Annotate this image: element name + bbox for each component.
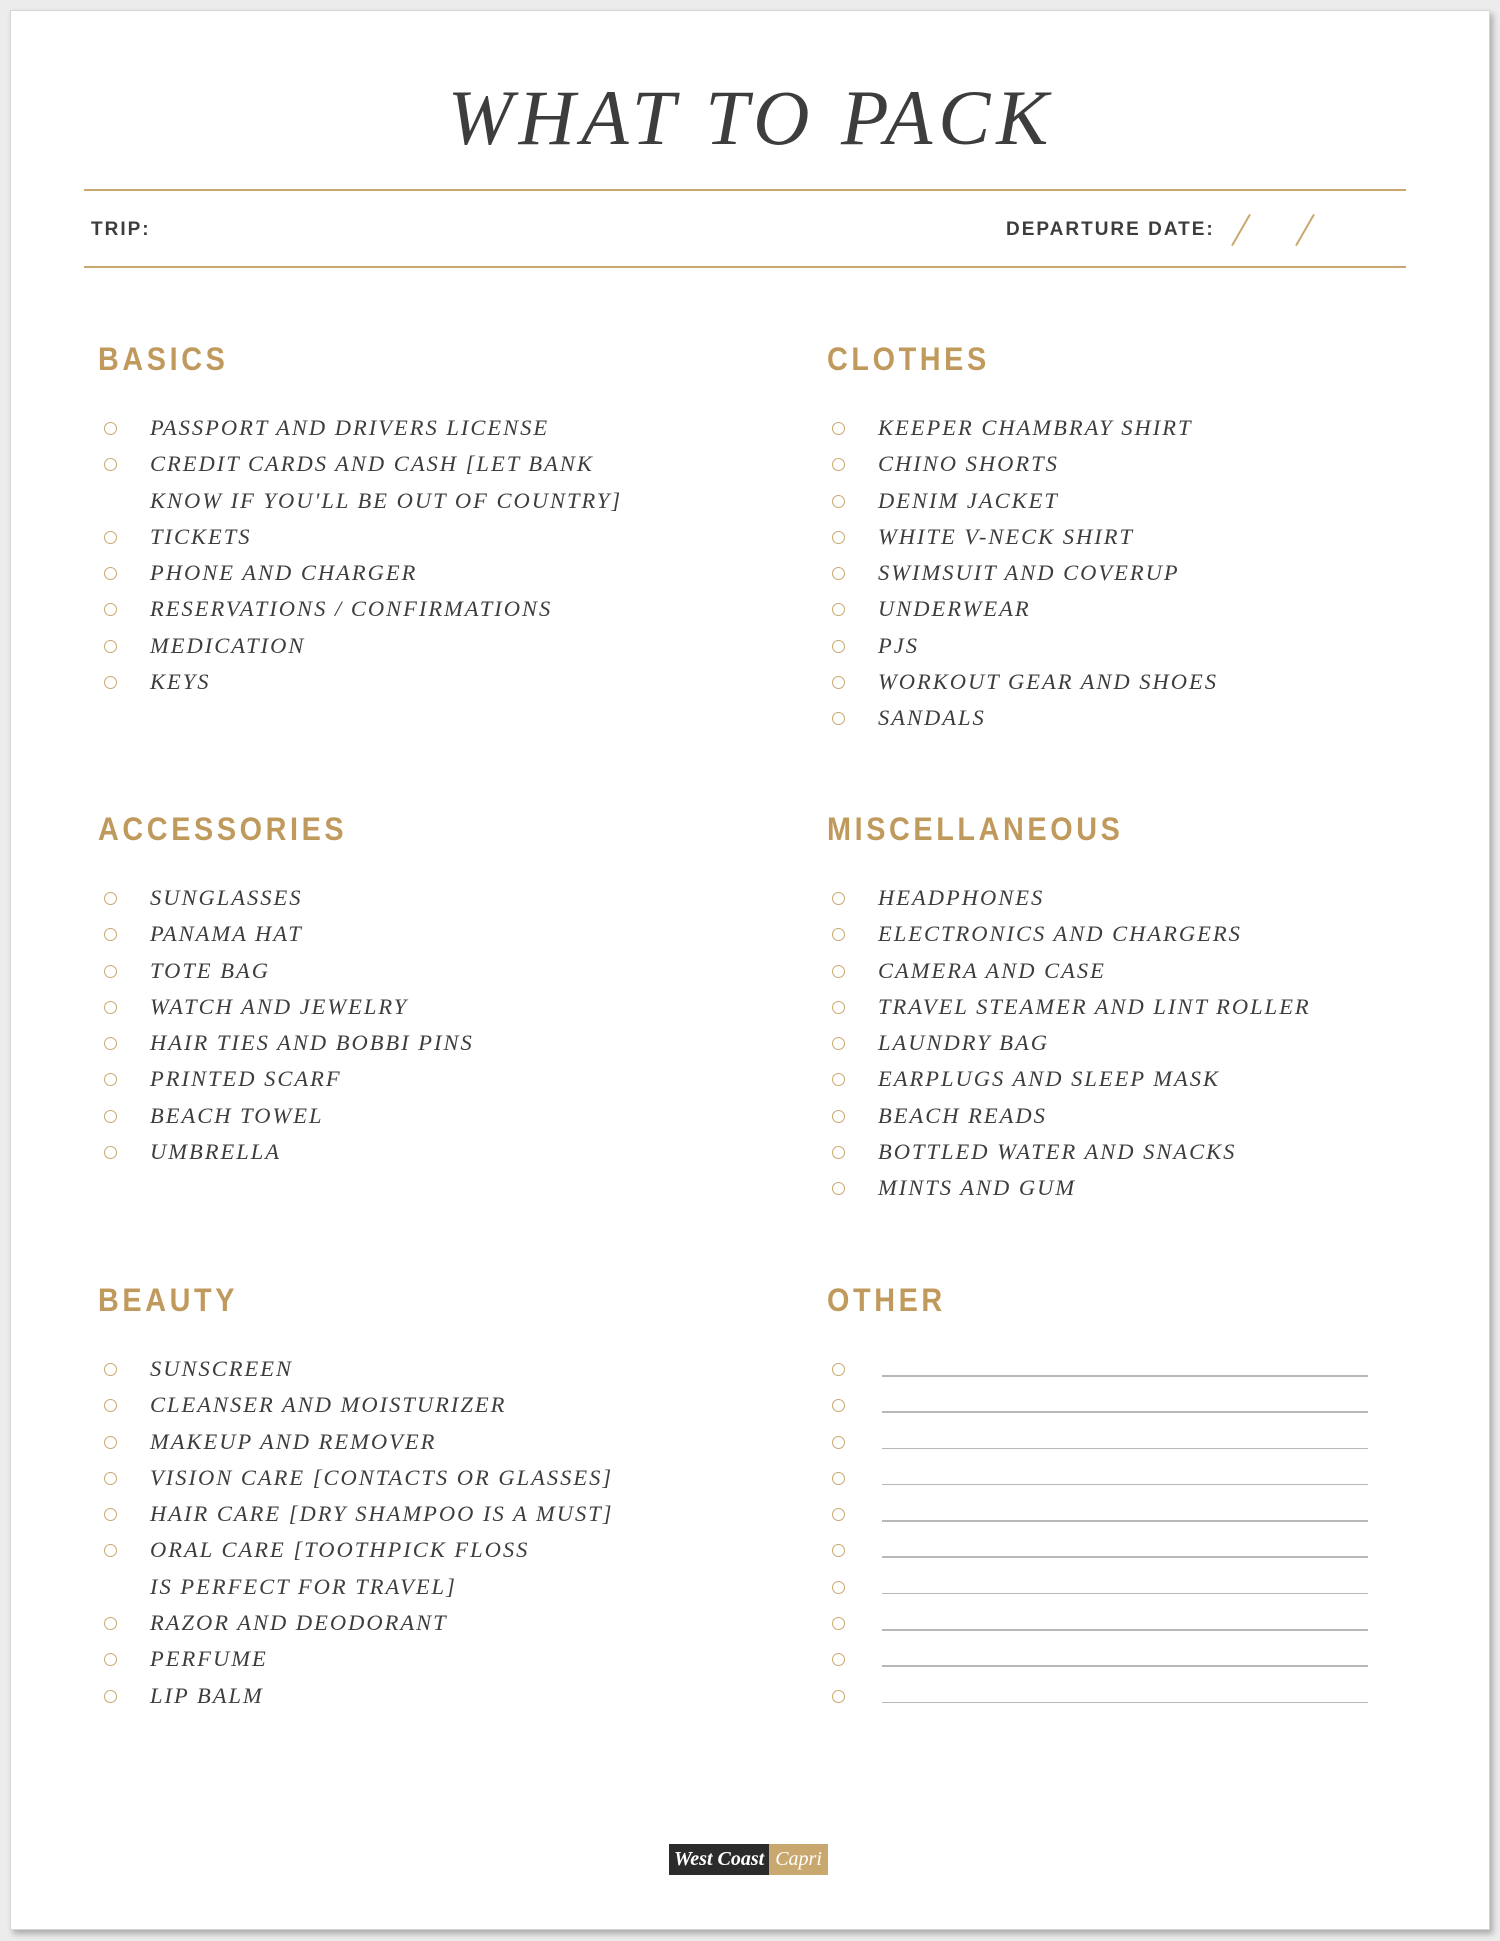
checkbox-circle-icon[interactable] — [832, 1690, 845, 1703]
checkbox-circle-icon[interactable] — [832, 422, 845, 435]
checkbox-circle-icon[interactable] — [104, 1110, 117, 1123]
checkbox-circle-icon[interactable] — [104, 1436, 117, 1449]
list-item[interactable]: PANAMA HAT — [104, 916, 474, 952]
list-item[interactable]: PASSPORT AND DRIVERS LICENSE — [104, 410, 622, 446]
list-item[interactable]: SWIMSUIT AND COVERUP — [832, 555, 1218, 591]
list-item[interactable]: CLEANSER AND MOISTURIZER — [104, 1387, 614, 1423]
miscellaneous-list — [832, 880, 1311, 1207]
checkbox-circle-icon[interactable] — [832, 1146, 845, 1159]
list-item[interactable]: TICKETS — [104, 519, 622, 555]
list-item[interactable]: TRAVEL STEAMER AND LINT ROLLER — [832, 989, 1311, 1025]
write-in-line[interactable] — [882, 1556, 1368, 1558]
list-item[interactable]: HAIR CARE [DRY SHAMPOO IS A MUST] — [104, 1496, 614, 1532]
list-item[interactable]: WATCH AND JEWELRY — [104, 989, 474, 1025]
checkbox-circle-icon[interactable] — [104, 1363, 117, 1376]
checkbox-circle-icon[interactable] — [104, 892, 117, 905]
section-heading-miscellaneous: MISCELLANEOUS — [827, 811, 1124, 847]
list-item[interactable]: WHITE V-NECK SHIRT — [832, 519, 1218, 555]
checkbox-circle-icon[interactable] — [832, 1182, 845, 1195]
list-item[interactable]: RAZOR AND DEODORANT — [104, 1605, 614, 1641]
checkbox-circle-icon[interactable] — [832, 965, 845, 978]
list-item[interactable]: CHINO SHORTS — [832, 446, 1218, 482]
page-title: WHAT TO PACK — [447, 74, 1055, 161]
list-item[interactable]: SUNGLASSES — [104, 880, 474, 916]
checkbox-circle-icon[interactable] — [104, 458, 117, 471]
write-in-line[interactable] — [882, 1593, 1368, 1595]
checkbox-circle-icon[interactable] — [104, 1073, 117, 1086]
checkbox-circle-icon[interactable] — [832, 928, 845, 941]
checkbox-circle-icon[interactable] — [104, 567, 117, 580]
checkbox-circle-icon[interactable] — [832, 531, 845, 544]
checkbox-circle-icon[interactable] — [104, 928, 117, 941]
list-item[interactable]: BOTTLED WATER AND SNACKS — [832, 1134, 1311, 1170]
checkbox-circle-icon[interactable] — [104, 1653, 117, 1666]
checkbox-circle-icon[interactable] — [104, 1146, 117, 1159]
list-item[interactable]: BEACH READS — [832, 1098, 1311, 1134]
list-item[interactable]: BEACH TOWEL — [104, 1098, 474, 1134]
list-item[interactable]: ORAL CARE [TOOTHPICK FLOSS — [104, 1532, 614, 1568]
list-item[interactable]: PHONE AND CHARGER — [104, 555, 622, 591]
trip-label: TRIP: — [91, 219, 151, 240]
checkbox-circle-icon[interactable] — [104, 676, 117, 689]
write-in-line[interactable] — [882, 1484, 1368, 1486]
checkbox-circle-icon[interactable] — [104, 1001, 117, 1014]
write-in-line[interactable] — [882, 1702, 1368, 1704]
list-item[interactable]: UMBRELLA — [104, 1134, 474, 1170]
list-item[interactable]: TOTE BAG — [104, 953, 474, 989]
section-heading-beauty: BEAUTY — [98, 1282, 239, 1318]
checkbox-circle-icon[interactable] — [832, 712, 845, 725]
checkbox-circle-icon[interactable] — [832, 1399, 845, 1412]
header-bottom-rule — [84, 266, 1406, 268]
list-item[interactable]: DENIM JACKET — [832, 483, 1218, 519]
checkbox-circle-icon[interactable] — [832, 1544, 845, 1557]
checkbox-circle-icon[interactable] — [832, 640, 845, 653]
write-in-line[interactable] — [882, 1629, 1368, 1631]
checkbox-circle-icon[interactable] — [104, 965, 117, 978]
checkbox-circle-icon[interactable] — [832, 1508, 845, 1521]
list-item[interactable]: LIP BALM — [104, 1678, 614, 1714]
list-item[interactable]: VISION CARE [CONTACTS OR GLASSES] — [104, 1460, 614, 1496]
list-item[interactable]: MINTS AND GUM — [832, 1170, 1311, 1206]
list-item[interactable]: PRINTED SCARF — [104, 1061, 474, 1097]
list-item[interactable]: LAUNDRY BAG — [832, 1025, 1311, 1061]
list-item[interactable]: RESERVATIONS / CONFIRMATIONS — [104, 591, 622, 627]
beauty-list — [104, 1351, 614, 1714]
checkbox-circle-icon[interactable] — [832, 495, 845, 508]
write-in-line[interactable] — [882, 1520, 1368, 1522]
write-in-line[interactable] — [882, 1411, 1368, 1413]
checkbox-circle-icon[interactable] — [832, 567, 845, 580]
accessories-list — [104, 880, 474, 1170]
list-item[interactable]: MEDICATION — [104, 628, 622, 664]
checkbox-circle-icon[interactable] — [832, 603, 845, 616]
checkbox-circle-icon[interactable] — [832, 1001, 845, 1014]
list-item[interactable]: EARPLUGS AND SLEEP MASK — [832, 1061, 1311, 1097]
checkbox-circle-icon[interactable] — [832, 1653, 845, 1666]
checkbox-circle-icon[interactable] — [104, 1508, 117, 1521]
checklist-page — [10, 10, 1490, 1930]
header-top-rule — [84, 189, 1406, 191]
checkbox-circle-icon[interactable] — [832, 1436, 845, 1449]
date-separator-slash — [1295, 214, 1315, 246]
list-item-continuation: IS PERFECT FOR TRAVEL] — [150, 1573, 457, 1599]
list-item-continuation: KNOW IF YOU'LL BE OUT OF COUNTRY] — [150, 487, 623, 513]
list-item[interactable]: HEADPHONES — [832, 880, 1311, 916]
brand-logo — [669, 1844, 828, 1875]
checkbox-circle-icon[interactable] — [832, 1110, 845, 1123]
checkbox-circle-icon[interactable] — [104, 422, 117, 435]
list-item[interactable]: KEEPER CHAMBRAY SHIRT — [832, 410, 1218, 446]
checkbox-circle-icon[interactable] — [832, 1037, 845, 1050]
list-item[interactable]: CREDIT CARDS AND CASH [LET BANK — [104, 446, 622, 482]
checkbox-circle-icon[interactable] — [832, 1581, 845, 1594]
section-heading-other: OTHER — [827, 1282, 946, 1318]
date-separator-slash — [1231, 214, 1251, 246]
checkbox-circle-icon[interactable] — [832, 1617, 845, 1630]
section-heading-accessories: ACCESSORIES — [98, 811, 348, 847]
checkbox-circle-icon[interactable] — [104, 1399, 117, 1412]
section-heading-clothes: CLOTHES — [827, 341, 990, 377]
list-item[interactable]: ELECTRONICS AND CHARGERS — [832, 916, 1311, 952]
checkbox-circle-icon[interactable] — [832, 1073, 845, 1086]
logo-part-west-coast: West Coast — [669, 1844, 769, 1875]
checkbox-circle-icon[interactable] — [104, 1690, 117, 1703]
list-item[interactable]: MAKEUP AND REMOVER — [104, 1424, 614, 1460]
checkbox-circle-icon[interactable] — [832, 676, 845, 689]
checkbox-circle-icon[interactable] — [832, 892, 845, 905]
write-in-line[interactable] — [882, 1665, 1368, 1667]
checkbox-circle-icon[interactable] — [104, 640, 117, 653]
basics-list — [104, 410, 622, 700]
checkbox-circle-icon[interactable] — [832, 1472, 845, 1485]
list-item[interactable]: SUNSCREEN — [104, 1351, 614, 1387]
list-item[interactable]: SANDALS — [832, 700, 1218, 736]
list-item[interactable]: PJS — [832, 628, 1218, 664]
list-item[interactable]: WORKOUT GEAR AND SHOES — [832, 664, 1218, 700]
checkbox-circle-icon[interactable] — [104, 603, 117, 616]
list-item[interactable]: UNDERWEAR — [832, 591, 1218, 627]
checkbox-circle-icon[interactable] — [104, 531, 117, 544]
write-in-line[interactable] — [882, 1375, 1368, 1377]
checkbox-circle-icon[interactable] — [104, 1037, 117, 1050]
checkbox-circle-icon[interactable] — [832, 1363, 845, 1376]
list-item[interactable]: HAIR TIES AND BOBBI PINS — [104, 1025, 474, 1061]
logo-part-capri: Capri — [769, 1844, 828, 1875]
checkbox-circle-icon[interactable] — [832, 458, 845, 471]
list-item[interactable]: CAMERA AND CASE — [832, 953, 1311, 989]
checkbox-circle-icon[interactable] — [104, 1544, 117, 1557]
write-in-line[interactable] — [882, 1448, 1368, 1450]
checkbox-circle-icon[interactable] — [104, 1617, 117, 1630]
list-item[interactable]: KEYS — [104, 664, 622, 700]
section-heading-basics: BASICS — [98, 341, 229, 377]
list-item[interactable]: PERFUME — [104, 1641, 614, 1677]
departure-date-label: DEPARTURE DATE: — [1006, 219, 1215, 240]
checkbox-circle-icon[interactable] — [104, 1472, 117, 1485]
clothes-list — [832, 410, 1218, 737]
